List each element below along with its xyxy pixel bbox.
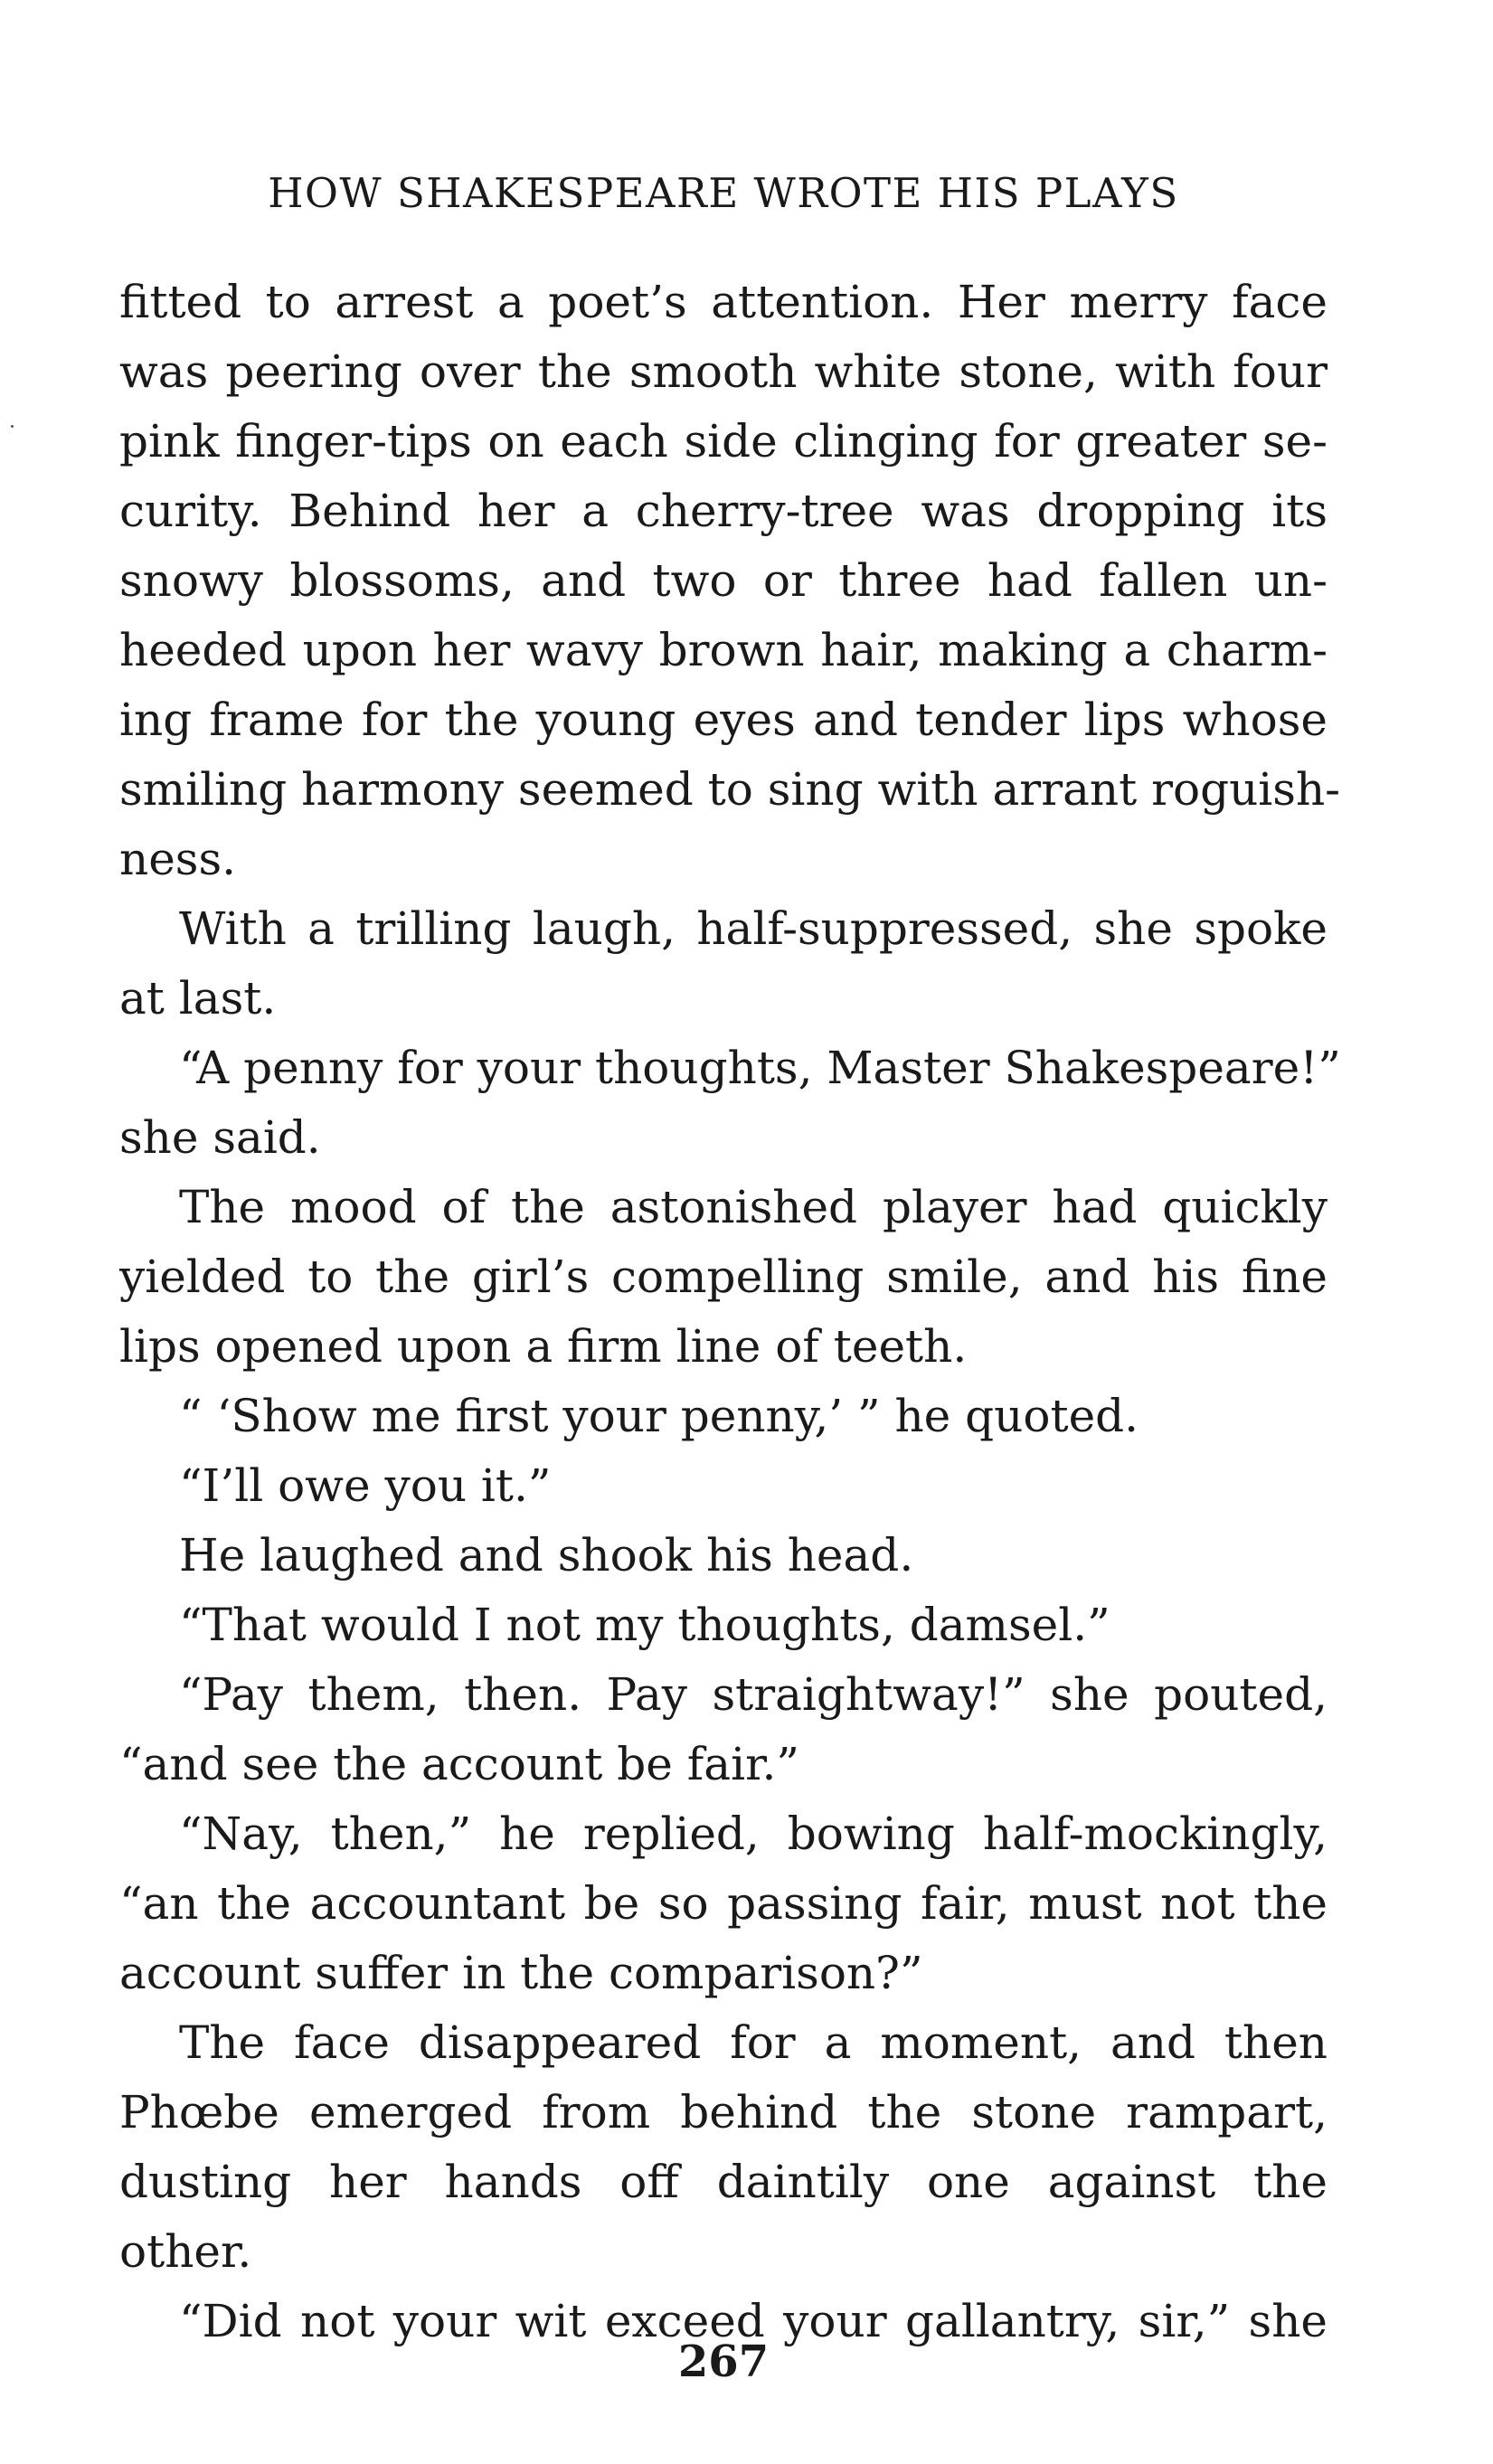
text-line: The face disappeared for a moment, and then — [179, 2016, 1328, 2069]
text-line: snowy blossoms, and two or three had fallen un- — [119, 554, 1328, 607]
text-line: ing frame for the young eyes and tender lips whose — [119, 694, 1328, 746]
body-text — [119, 268, 1341, 2356]
text-line: “A penny for your thoughts, Master Shakespeare!” — [179, 1042, 1341, 1094]
text-line: With a trilling laugh, half-suppressed, she spoke — [179, 902, 1328, 955]
text-line: other. — [119, 2225, 252, 2278]
text-line: “I’ll owe you it.” — [179, 1459, 552, 1512]
text-line: fitted to arrest a poet’s attention. Her merry face — [119, 276, 1328, 328]
text-line: pink finger-tips on each side clinging for greater se- — [119, 415, 1328, 467]
text-line: The mood of the astonished player had quickly — [179, 1181, 1328, 1233]
running-head: HOW SHAKESPEARE WROTE HIS PLAYS — [268, 169, 1179, 217]
text-line: “Did not your wit exceed your gallantry, sir,” she — [179, 2295, 1328, 2347]
text-line: “Nay, then,” he replied, bowing half-mockingly, — [179, 1808, 1328, 1860]
text-line: “That would I not my thoughts, damsel.” — [179, 1599, 1110, 1651]
text-line: “and see the account be fair.” — [119, 1738, 799, 1790]
text-line: “an the accountant be so passing fair, must not the — [119, 1877, 1328, 1930]
text-line: lips opened upon a firm line of teeth. — [119, 1320, 968, 1373]
text-line: account suffer in the comparison?” — [119, 1947, 923, 1999]
text-line: she said. — [119, 1111, 321, 1164]
page-number: 267 — [677, 2337, 770, 2387]
text-line: was peering over the smooth white stone, with four — [119, 345, 1328, 398]
text-line: curity. Behind her a cherry-tree was dropping its — [119, 485, 1328, 537]
text-line: dusting her hands off daintily one against the — [119, 2156, 1328, 2208]
text-line: “Pay them, then. Pay straightway!” she pouted, — [179, 1668, 1328, 1721]
text-line: ness. — [119, 833, 237, 885]
text-line: yielded to the girl’s compelling smile, and his fine — [119, 1251, 1328, 1303]
text-line: heeded upon her wavy brown hair, making a charm- — [119, 624, 1328, 676]
text-line: at last. — [119, 972, 277, 1024]
text-line: He laughed and shook his head. — [179, 1529, 914, 1581]
text-line: “ ‘Show me first your penny,’ ” he quoted. — [179, 1390, 1139, 1442]
text-line: Phœbe emerged from behind the stone rampart, — [119, 2086, 1328, 2138]
text-line: smiling harmony seemed to sing with arrant roguish- — [119, 763, 1341, 816]
print-speck — [11, 425, 14, 428]
